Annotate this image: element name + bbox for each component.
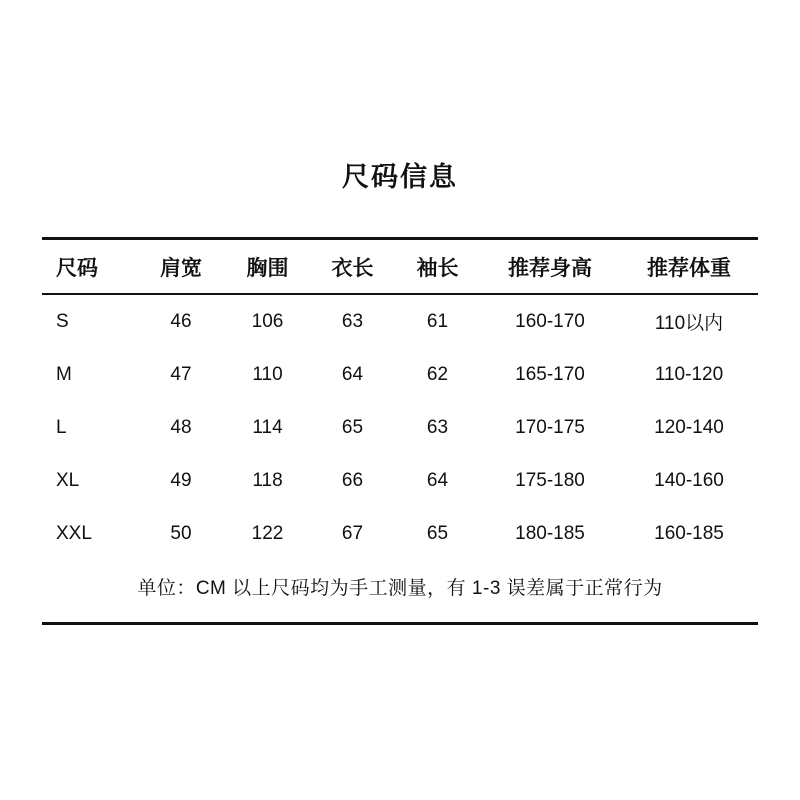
cell-sleeve: 62 [426,363,449,385]
cell-shoulder: 49 [170,469,192,491]
cell-size: S [56,310,69,332]
table-row [42,507,758,560]
column-header-height: 推荐身高 [480,240,620,294]
cell-length: 66 [341,469,364,491]
cell-length: 64 [341,363,364,385]
cell-shoulder: 50 [170,522,192,544]
cell-length: 67 [341,522,364,544]
cell-weight: 140-160 [654,469,724,491]
cell-length: 65 [341,416,364,438]
table-header [42,240,758,294]
cell-weight: 110-120 [654,363,724,385]
cell-bust: 106 [251,310,284,332]
cell-shoulder: 46 [170,310,192,332]
table-row [42,348,758,401]
cell-height: 180-185 [515,522,585,544]
column-header-length: 衣长 [310,240,395,294]
cell-bust: 122 [251,522,284,544]
table-row [42,454,758,507]
cell-sleeve: 64 [426,469,449,491]
cell-weight: 110以内 [654,313,724,334]
cell-bust: 110 [252,363,283,385]
cell-size: XL [56,469,80,491]
cell-height: 175-180 [515,469,585,491]
cell-height: 160-170 [515,310,585,332]
column-header-shoulder: 肩宽 [137,240,225,294]
table-body [42,294,758,613]
table-row [42,401,758,454]
cell-weight: 160-185 [654,522,724,544]
cell-sleeve: 63 [426,416,449,438]
table-note-row [42,560,758,613]
column-header-weight: 推荐体重 [620,240,758,294]
column-header-size: 尺码 [42,240,137,294]
column-header-sleeve: 袖长 [395,240,480,294]
column-header-bust: 胸围 [225,240,310,294]
size-table-container [42,237,758,625]
cell-weight: 120-140 [654,416,724,438]
table-header-row [42,240,758,294]
measurement-note: 单位：CM 以上尺码均为手工测量，有 1-3 误差属于正常行为 [137,578,663,599]
cell-size: XXL [56,522,92,544]
cell-sleeve: 65 [426,522,449,544]
cell-bust: 114 [252,416,283,438]
size-table [42,240,758,613]
cell-sleeve: 61 [426,310,449,332]
cell-size: L [56,416,67,438]
table-row [42,294,758,348]
page-title: 尺码信息 [342,162,458,192]
cell-shoulder: 47 [170,363,192,385]
cell-length: 63 [341,310,364,332]
cell-height: 170-175 [515,416,585,438]
cell-size: M [56,363,72,385]
cell-bust: 118 [252,469,283,491]
cell-height: 165-170 [515,363,585,385]
cell-shoulder: 48 [170,416,192,438]
